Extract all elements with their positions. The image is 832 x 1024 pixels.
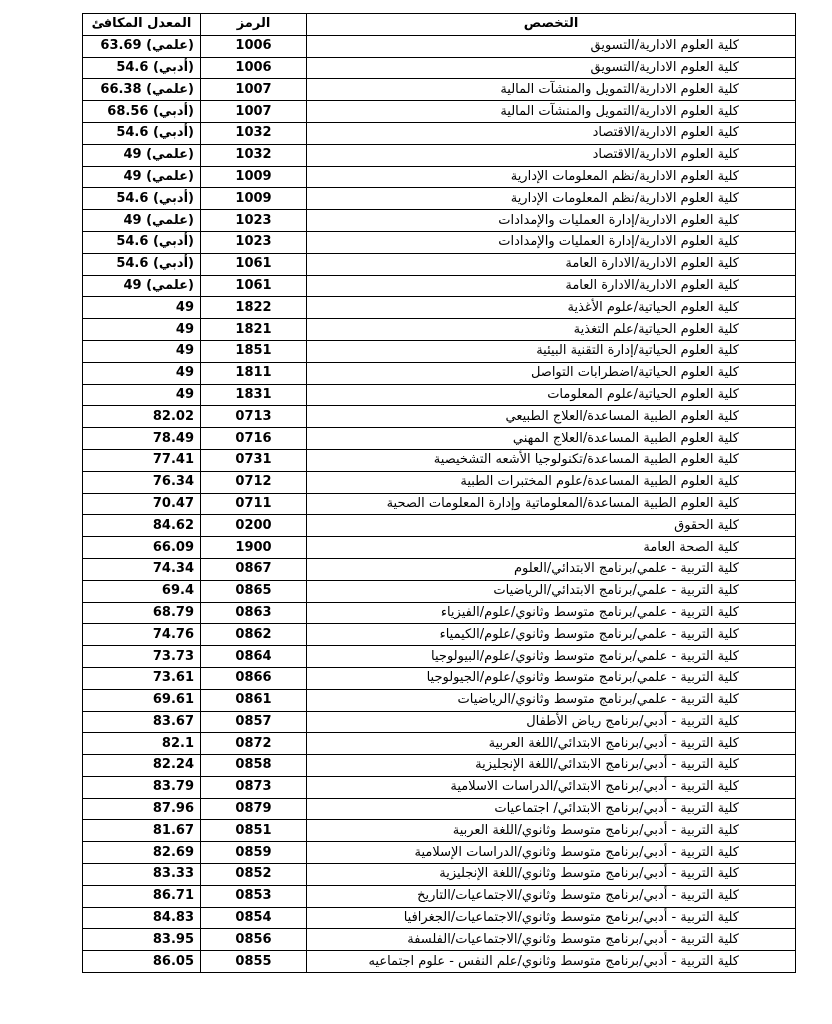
stream-label: (علمي) <box>146 277 194 293</box>
code-cell: 0865 <box>201 580 307 602</box>
rate-value: 49 <box>175 386 194 402</box>
rate-value: 54.6 <box>116 59 149 75</box>
stream-label: (علمي) <box>146 81 194 97</box>
rate-value: 86.05 <box>152 953 194 969</box>
major-cell: كلية التربية - علمي/برنامج متوسط وثانوي/علوم/الجيولوجيا <box>307 667 796 689</box>
stream-label: (أدبي) <box>152 103 194 119</box>
stream-label: (علمي) <box>146 212 194 228</box>
stream-label: (علمي) <box>146 147 194 163</box>
rate-value: 49 <box>175 299 194 315</box>
rate-value: 69.4 <box>161 583 194 599</box>
equivalent-rate-cell <box>83 275 201 297</box>
equivalent-rate-cell <box>83 929 201 951</box>
equivalent-rate-cell <box>83 820 201 842</box>
code-cell: 1023 <box>201 231 307 253</box>
equivalent-rate-cell <box>83 537 201 559</box>
table-row <box>83 907 796 929</box>
table-row <box>83 602 796 624</box>
equivalent-rate-cell <box>83 101 201 123</box>
stream-label: (أدبي) <box>152 256 194 272</box>
equivalent-rate-cell <box>83 580 201 602</box>
code-cell: 1900 <box>201 537 307 559</box>
equivalent-rate-cell <box>83 711 201 733</box>
rate-value: 69.61 <box>152 692 194 708</box>
code-cell: 1007 <box>201 79 307 101</box>
table-row <box>83 493 796 515</box>
table-row <box>83 798 796 820</box>
rate-value: 74.34 <box>152 561 194 577</box>
major-cell: كلية العلوم الادارية/الاقتصاد <box>307 122 796 144</box>
rate-value: 83.79 <box>152 779 194 795</box>
equivalent-rate-cell <box>83 253 201 275</box>
major-cell: كلية التربية - أدبي/برنامج متوسط وثانوي/الاجتماعيات/الجغرافيا <box>307 907 796 929</box>
major-cell: كلية العلوم الادارية/إدارة العمليات والإمدادات <box>307 231 796 253</box>
code-cell: 1006 <box>201 57 307 79</box>
code-cell: 0863 <box>201 602 307 624</box>
table-row <box>83 428 796 450</box>
table-row <box>83 340 796 362</box>
code-cell: 0872 <box>201 733 307 755</box>
equivalent-rate-cell <box>83 319 201 341</box>
rate-value: 82.02 <box>152 408 194 424</box>
rate-value: 84.62 <box>152 517 194 533</box>
equivalent-rate-cell <box>83 449 201 471</box>
admission-rates-table <box>82 13 796 973</box>
table-row <box>83 820 796 842</box>
major-cell: كلية العلوم الادارية/التسويق <box>307 35 796 57</box>
rate-value: 54.6 <box>116 190 149 206</box>
major-cell: كلية العلوم الادارية/الاقتصاد <box>307 144 796 166</box>
equivalent-rate-cell <box>83 471 201 493</box>
code-cell: 0731 <box>201 449 307 471</box>
admission-rates-sheet <box>82 13 795 973</box>
major-cell: كلية التربية - علمي/برنامج الابتدائي/العلوم <box>307 558 796 580</box>
table-row <box>83 144 796 166</box>
major-cell: كلية العلوم الادارية/التمويل والمنشآت المالية <box>307 101 796 123</box>
equivalent-rate-cell <box>83 515 201 537</box>
major-cell: كلية العلوم الحياتية/إدارة التقنية البيئية <box>307 340 796 362</box>
code-cell: 0853 <box>201 885 307 907</box>
code-cell: 0879 <box>201 798 307 820</box>
table-row <box>83 319 796 341</box>
equivalent-rate-cell <box>83 689 201 711</box>
table-row <box>83 297 796 319</box>
table-row <box>83 667 796 689</box>
rate-value: 49 <box>123 168 142 184</box>
rate-value: 82.69 <box>152 844 194 860</box>
equivalent-rate-cell <box>83 646 201 668</box>
major-cell: كلية الصحة العامة <box>307 537 796 559</box>
table-row <box>83 711 796 733</box>
rate-value: 68.79 <box>152 604 194 620</box>
major-cell: كلية التربية - علمي/برنامج متوسط وثانوي/علوم/البيولوجيا <box>307 646 796 668</box>
major-cell: كلية التربية - أدبي/برنامج متوسط وثانوي/الاجتماعيات/الفلسفة <box>307 929 796 951</box>
equivalent-rate-cell <box>83 951 201 973</box>
major-cell: كلية الحقوق <box>307 515 796 537</box>
table-row <box>83 122 796 144</box>
code-cell: 0856 <box>201 929 307 951</box>
major-cell: كلية التربية - أدبي/برنامج متوسط وثانوي/علم النفس - علوم اجتماعيه <box>307 951 796 973</box>
major-cell: كلية التربية - أدبي/برنامج الابتدائي/الدراسات الاسلامية <box>307 776 796 798</box>
code-cell: 1822 <box>201 297 307 319</box>
table-row <box>83 253 796 275</box>
table-row <box>83 624 796 646</box>
rate-value: 54.6 <box>116 125 149 141</box>
major-cell: كلية التربية - أدبي/برنامج متوسط وثانوي/الدراسات الإسلامية <box>307 842 796 864</box>
stream-label: (أدبي) <box>152 125 194 141</box>
equivalent-rate-cell <box>83 210 201 232</box>
major-cell: كلية التربية - أدبي/برنامج الابتدائي/اللغة العربية <box>307 733 796 755</box>
equivalent-rate-cell <box>83 122 201 144</box>
code-cell: 1032 <box>201 122 307 144</box>
rate-value: 81.67 <box>152 822 194 838</box>
equivalent-rate-cell <box>83 35 201 57</box>
table-row <box>83 515 796 537</box>
major-cell: كلية العلوم الطبية المساعدة/علوم المختبرات الطبية <box>307 471 796 493</box>
table-row <box>83 951 796 973</box>
code-cell: 1811 <box>201 362 307 384</box>
rate-value: 54.6 <box>116 256 149 272</box>
code-cell: 1032 <box>201 144 307 166</box>
equivalent-rate-cell <box>83 166 201 188</box>
major-cell: كلية التربية - أدبي/برنامج رياض الأطفال <box>307 711 796 733</box>
header-code: الرمز <box>201 14 307 36</box>
equivalent-rate-cell <box>83 755 201 777</box>
table-row <box>83 449 796 471</box>
table-row <box>83 275 796 297</box>
equivalent-rate-cell <box>83 776 201 798</box>
equivalent-rate-cell <box>83 907 201 929</box>
rate-value: 66.38 <box>100 81 142 97</box>
rate-value: 68.56 <box>107 103 149 119</box>
code-cell: 0857 <box>201 711 307 733</box>
code-cell: 1007 <box>201 101 307 123</box>
code-cell: 0855 <box>201 951 307 973</box>
code-cell: 0713 <box>201 406 307 428</box>
rate-value: 78.49 <box>152 430 194 446</box>
code-cell: 0862 <box>201 624 307 646</box>
major-cell: كلية التربية - أدبي/برنامج متوسط وثانوي/الاجتماعيات/التاريخ <box>307 885 796 907</box>
rate-value: 49 <box>175 365 194 381</box>
rate-value: 76.34 <box>152 474 194 490</box>
equivalent-rate-cell <box>83 558 201 580</box>
code-cell: 1821 <box>201 319 307 341</box>
rate-value: 83.33 <box>152 866 194 882</box>
rate-value: 73.61 <box>152 670 194 686</box>
rate-value: 66.09 <box>152 539 194 555</box>
table-row <box>83 776 796 798</box>
code-cell: 0712 <box>201 471 307 493</box>
code-cell: 1061 <box>201 275 307 297</box>
rate-value: 83.95 <box>152 931 194 947</box>
equivalent-rate-cell <box>83 624 201 646</box>
equivalent-rate-cell <box>83 864 201 886</box>
equivalent-rate-cell <box>83 667 201 689</box>
table-row <box>83 231 796 253</box>
code-cell: 0711 <box>201 493 307 515</box>
table-row <box>83 689 796 711</box>
major-cell: كلية التربية - أدبي/برنامج الابتدائي/ اجتماعيات <box>307 798 796 820</box>
equivalent-rate-cell <box>83 842 201 864</box>
equivalent-rate-cell <box>83 406 201 428</box>
rate-value: 77.41 <box>152 452 194 468</box>
code-cell: 0716 <box>201 428 307 450</box>
rate-value: 73.73 <box>152 648 194 664</box>
table-row <box>83 733 796 755</box>
table-row <box>83 101 796 123</box>
major-cell: كلية العلوم الادارية/إدارة العمليات والإمدادات <box>307 210 796 232</box>
code-cell: 1061 <box>201 253 307 275</box>
code-cell: 0861 <box>201 689 307 711</box>
code-cell: 0851 <box>201 820 307 842</box>
code-cell: 0864 <box>201 646 307 668</box>
table-row <box>83 580 796 602</box>
equivalent-rate-cell <box>83 602 201 624</box>
rate-value: 63.69 <box>100 38 142 54</box>
major-cell: كلية العلوم الادارية/الادارة العامة <box>307 275 796 297</box>
table-row <box>83 537 796 559</box>
rate-value: 49 <box>123 212 142 228</box>
equivalent-rate-cell <box>83 493 201 515</box>
code-cell: 0873 <box>201 776 307 798</box>
code-cell: 0867 <box>201 558 307 580</box>
table-row <box>83 79 796 101</box>
major-cell: كلية التربية - علمي/برنامج الابتدائي/الرياضيات <box>307 580 796 602</box>
major-cell: كلية التربية - علمي/برنامج متوسط وثانوي/علوم/الكيمياء <box>307 624 796 646</box>
major-cell: كلية العلوم الادارية/نظم المعلومات الإدارية <box>307 166 796 188</box>
major-cell: كلية العلوم الحياتية/علوم المعلومات <box>307 384 796 406</box>
rate-value: 49 <box>175 321 194 337</box>
major-cell: كلية التربية - أدبي/برنامج متوسط وثانوي/اللغة الإنجليزية <box>307 864 796 886</box>
rate-value: 54.6 <box>116 234 149 250</box>
table-row <box>83 755 796 777</box>
rate-value: 82.1 <box>161 735 194 751</box>
major-cell: كلية العلوم الادارية/الادارة العامة <box>307 253 796 275</box>
code-cell: 1006 <box>201 35 307 57</box>
major-cell: كلية التربية - أدبي/برنامج الابتدائي/اللغة الإنجليزية <box>307 755 796 777</box>
stream-label: (أدبي) <box>152 190 194 206</box>
table-body <box>83 35 796 972</box>
rate-value: 49 <box>123 277 142 293</box>
table-row <box>83 188 796 210</box>
stream-label: (علمي) <box>146 38 194 54</box>
major-cell: كلية العلوم الطبية المساعدة/العلاج الطبيعي <box>307 406 796 428</box>
code-cell: 0858 <box>201 755 307 777</box>
header-row <box>83 14 796 36</box>
major-cell: كلية التربية - علمي/برنامج متوسط وثانوي/الرياضيات <box>307 689 796 711</box>
rate-value: 74.76 <box>152 626 194 642</box>
table-row <box>83 406 796 428</box>
table-row <box>83 57 796 79</box>
table-row <box>83 864 796 886</box>
major-cell: كلية التربية - علمي/برنامج متوسط وثانوي/علوم/الفيزياء <box>307 602 796 624</box>
table-row <box>83 929 796 951</box>
equivalent-rate-cell <box>83 362 201 384</box>
equivalent-rate-cell <box>83 57 201 79</box>
rate-value: 82.24 <box>152 757 194 773</box>
rate-value: 49 <box>123 147 142 163</box>
code-cell: 0200 <box>201 515 307 537</box>
code-cell: 1009 <box>201 166 307 188</box>
code-cell: 0859 <box>201 842 307 864</box>
stream-label: (أدبي) <box>152 234 194 250</box>
equivalent-rate-cell <box>83 885 201 907</box>
code-cell: 1851 <box>201 340 307 362</box>
equivalent-rate-cell <box>83 188 201 210</box>
table-row <box>83 210 796 232</box>
major-cell: كلية العلوم الطبية المساعدة/العلاج المهني <box>307 428 796 450</box>
header-equivalent-rate: المعدل المكافئ <box>83 14 201 36</box>
table-row <box>83 646 796 668</box>
stream-label: (أدبي) <box>152 59 194 75</box>
rate-value: 70.47 <box>152 495 194 511</box>
equivalent-rate-cell <box>83 428 201 450</box>
code-cell: 1023 <box>201 210 307 232</box>
table-row <box>83 384 796 406</box>
major-cell: كلية العلوم الحياتية/علم التغذية <box>307 319 796 341</box>
table-row <box>83 471 796 493</box>
table-row <box>83 842 796 864</box>
major-cell: كلية العلوم الحياتية/اضطرابات التواصل <box>307 362 796 384</box>
rate-value: 87.96 <box>152 801 194 817</box>
equivalent-rate-cell <box>83 340 201 362</box>
major-cell: كلية العلوم الادارية/التمويل والمنشآت المالية <box>307 79 796 101</box>
equivalent-rate-cell <box>83 733 201 755</box>
table-row <box>83 885 796 907</box>
major-cell: كلية التربية - أدبي/برنامج متوسط وثانوي/اللغة العربية <box>307 820 796 842</box>
table-row <box>83 166 796 188</box>
stream-label: (علمي) <box>146 168 194 184</box>
rate-value: 49 <box>175 343 194 359</box>
major-cell: كلية العلوم الطبية المساعدة/تكنولوجيا الأشعه التشخيصية <box>307 449 796 471</box>
equivalent-rate-cell <box>83 384 201 406</box>
rate-value: 84.83 <box>152 910 194 926</box>
major-cell: كلية العلوم الحياتية/علوم الأغذية <box>307 297 796 319</box>
table-row <box>83 35 796 57</box>
major-cell: كلية العلوم الادارية/التسويق <box>307 57 796 79</box>
rate-value: 83.67 <box>152 713 194 729</box>
code-cell: 1831 <box>201 384 307 406</box>
table-row <box>83 362 796 384</box>
equivalent-rate-cell <box>83 297 201 319</box>
code-cell: 0852 <box>201 864 307 886</box>
rate-value: 86.71 <box>152 888 194 904</box>
equivalent-rate-cell <box>83 79 201 101</box>
table-row <box>83 558 796 580</box>
equivalent-rate-cell <box>83 144 201 166</box>
equivalent-rate-cell <box>83 798 201 820</box>
code-cell: 1009 <box>201 188 307 210</box>
header-major: التخصص <box>307 14 796 36</box>
equivalent-rate-cell <box>83 231 201 253</box>
code-cell: 0854 <box>201 907 307 929</box>
major-cell: كلية العلوم الطبية المساعدة/المعلوماتية وإدارة المعلومات الصحية <box>307 493 796 515</box>
major-cell: كلية العلوم الادارية/نظم المعلومات الإدارية <box>307 188 796 210</box>
code-cell: 0866 <box>201 667 307 689</box>
